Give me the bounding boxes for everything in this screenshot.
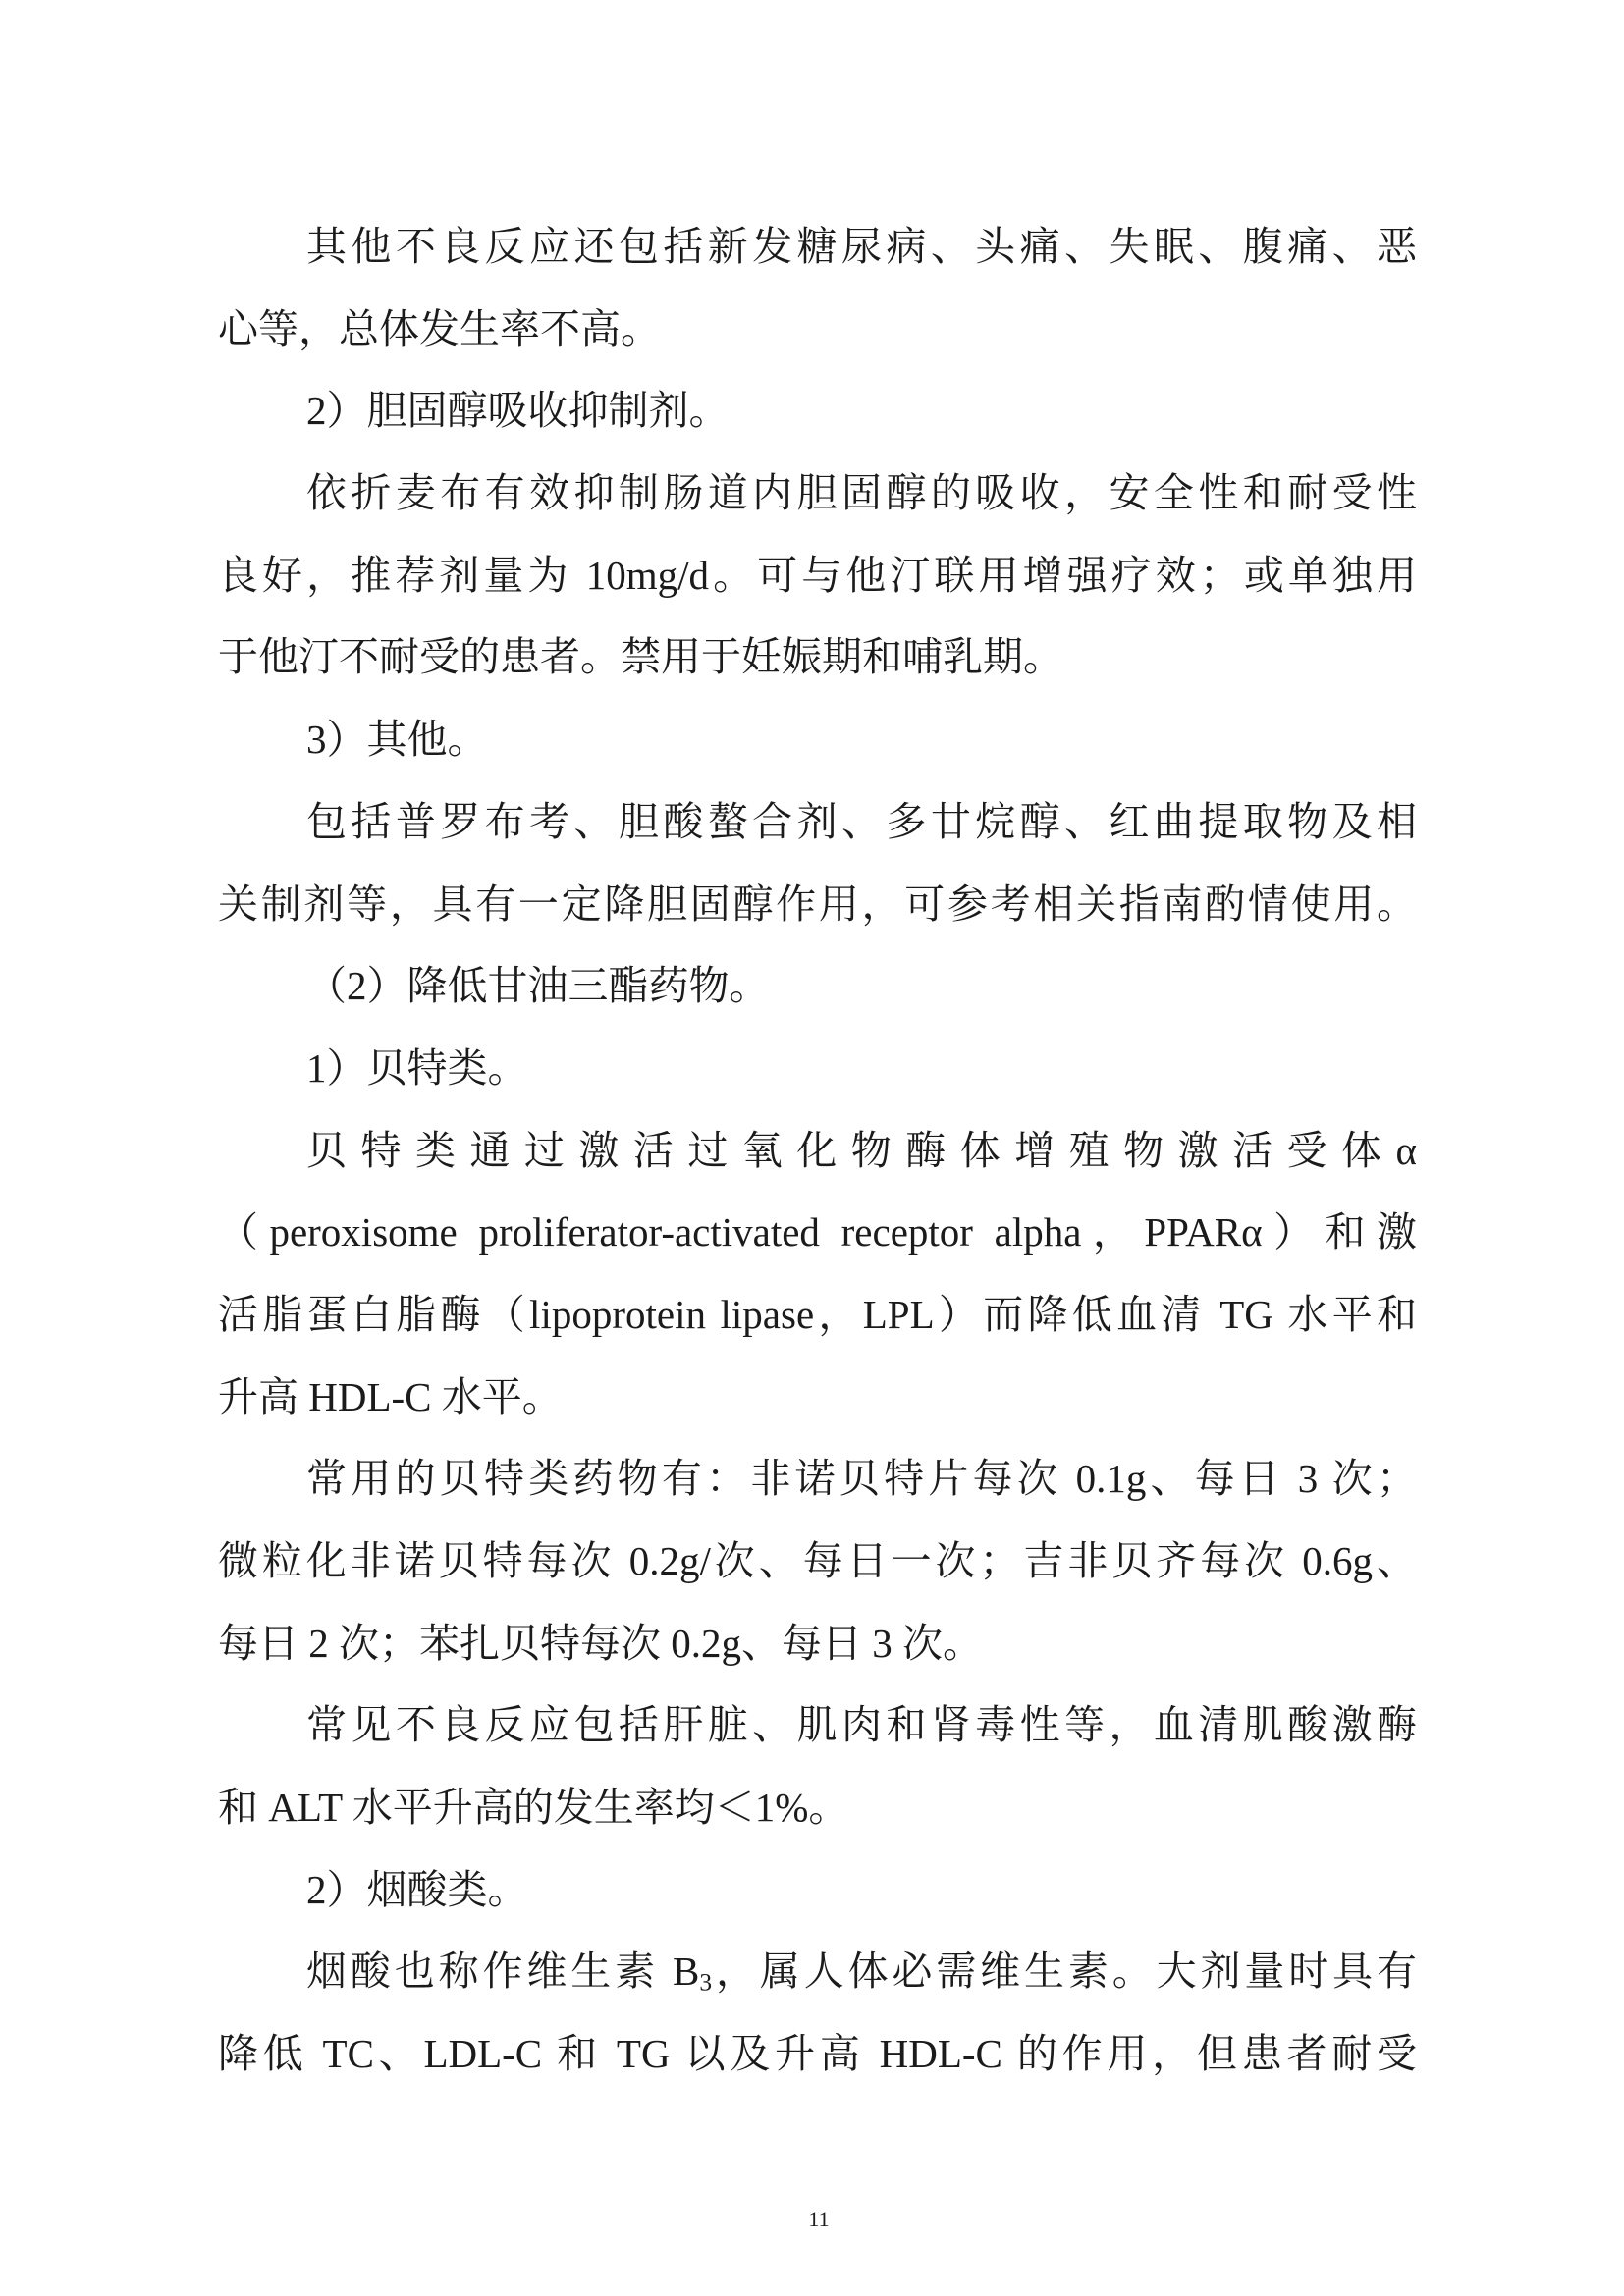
text-line: 微粒化非诺贝特每次 0.2g/次、每日一次；吉非贝齐每次 0.6g、 [218, 1538, 1417, 1583]
text-line: 贝特类通过激活过氧化物酶体增殖物激活受体α [306, 1127, 1417, 1173]
subscript: 3 [699, 1969, 713, 1998]
subheading-line: 2）胆固醇吸收抑制剂。 [306, 388, 730, 434]
text-line: 常用的贝特类药物有：非诺贝特片每次 0.1g、每日 3 次； [306, 1456, 1417, 1502]
page-number: 11 [808, 2207, 830, 2231]
text-line [218, 1931, 1417, 2013]
text-line: 活脂蛋白脂酶（lipoprotein lipase，LPL）而降低血清 TG 水平和 [218, 1291, 1417, 1337]
text-line: 心等，总体发生率不高。 [218, 305, 661, 351]
body-text [218, 206, 1417, 2096]
text-line: 于他汀不耐受的患者。禁用于妊娠期和哺乳期。 [218, 634, 1063, 680]
subheading-line: 1）贝特类。 [306, 1044, 528, 1091]
text-line: 降低 TC、LDL-C 和 TG 以及升高 HDL-C 的作用，但患者耐受 [218, 2031, 1417, 2077]
text-line: 依折麦布有效抑制肠道内胆固醇的吸收，安全性和耐受性 [306, 470, 1417, 516]
text-line: 关制剂等，具有一定降胆固醇作用，可参考相关指南酌情使用。 [218, 881, 1417, 927]
subheading-line: 3）其他。 [306, 717, 488, 763]
text-fragment: 烟酸也称作维生素 B [306, 1949, 700, 1995]
text-line: 常见不良反应包括肝脏、肌肉和肾毒性等，血清肌酸激酶 [306, 1702, 1417, 1748]
text-line: （peroxisome proliferator-activated receptor alpha，PPARα）和激 [218, 1209, 1417, 1255]
subheading-line: 2）烟酸类。 [306, 1866, 528, 1912]
text-line: 和 ALT 水平升高的发生率均＜1%。 [218, 1785, 849, 1831]
text-line: 包括普罗布考、胆酸螯合剂、多廿烷醇、红曲提取物及相 [306, 798, 1417, 844]
section-heading-line: （2）降低甘油三酯药物。 [306, 963, 770, 1009]
text-line: 良好，推荐剂量为 10mg/d。可与他汀联用增强疗效；或单独用 [218, 552, 1417, 598]
text-line: 其他不良反应还包括新发糖尿病、头痛、失眠、腹痛、恶 [306, 224, 1417, 269]
text-line: 升高 HDL-C 水平。 [218, 1373, 563, 1419]
text-line: 每日 2 次；苯扎贝特每次 0.2g、每日 3 次。 [218, 1620, 983, 1666]
text-fragment: ，属人体必需维生素。大剂量时具有 [712, 1949, 1417, 1995]
